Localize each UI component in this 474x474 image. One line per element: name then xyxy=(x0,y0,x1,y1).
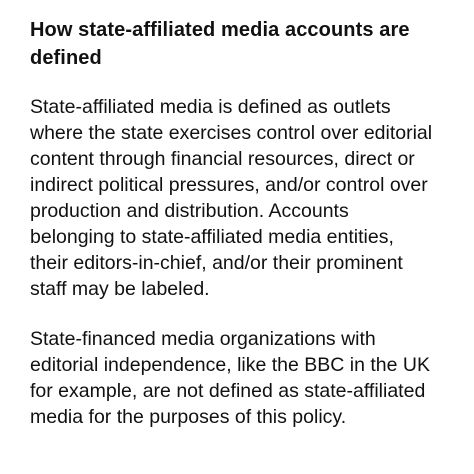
section-heading xyxy=(30,16,460,72)
paragraph-line: where the state exercises control over editorial xyxy=(30,122,433,144)
paragraph-line: their editors-in-chief, and/or their prominent xyxy=(30,252,403,274)
paragraph-line: content through financial resources, direct or xyxy=(30,148,415,170)
paragraph-line: indirect political pressures, and/or control over xyxy=(30,174,428,196)
policy-section xyxy=(30,16,460,430)
paragraph-line: production and distribution. Accounts xyxy=(30,200,349,222)
paragraph-line: staff may be labeled. xyxy=(30,278,210,300)
paragraph-line: belonging to state-affiliated media entities, xyxy=(30,226,394,248)
paragraph-line: for example, are not defined as state-affiliated xyxy=(30,380,426,402)
heading-line: defined xyxy=(30,47,102,69)
definition-paragraph xyxy=(30,94,460,302)
paragraph-line: editorial independence, like the BBC in the UK xyxy=(30,354,430,376)
paragraph-line: media for the purposes of this policy. xyxy=(30,406,347,428)
paragraph-line: State-financed media organizations with xyxy=(30,328,376,350)
paragraph-line: State-affiliated media is defined as outlets xyxy=(30,96,391,118)
exception-paragraph xyxy=(30,326,460,430)
heading-line: How state-affiliated media accounts are xyxy=(30,19,410,41)
